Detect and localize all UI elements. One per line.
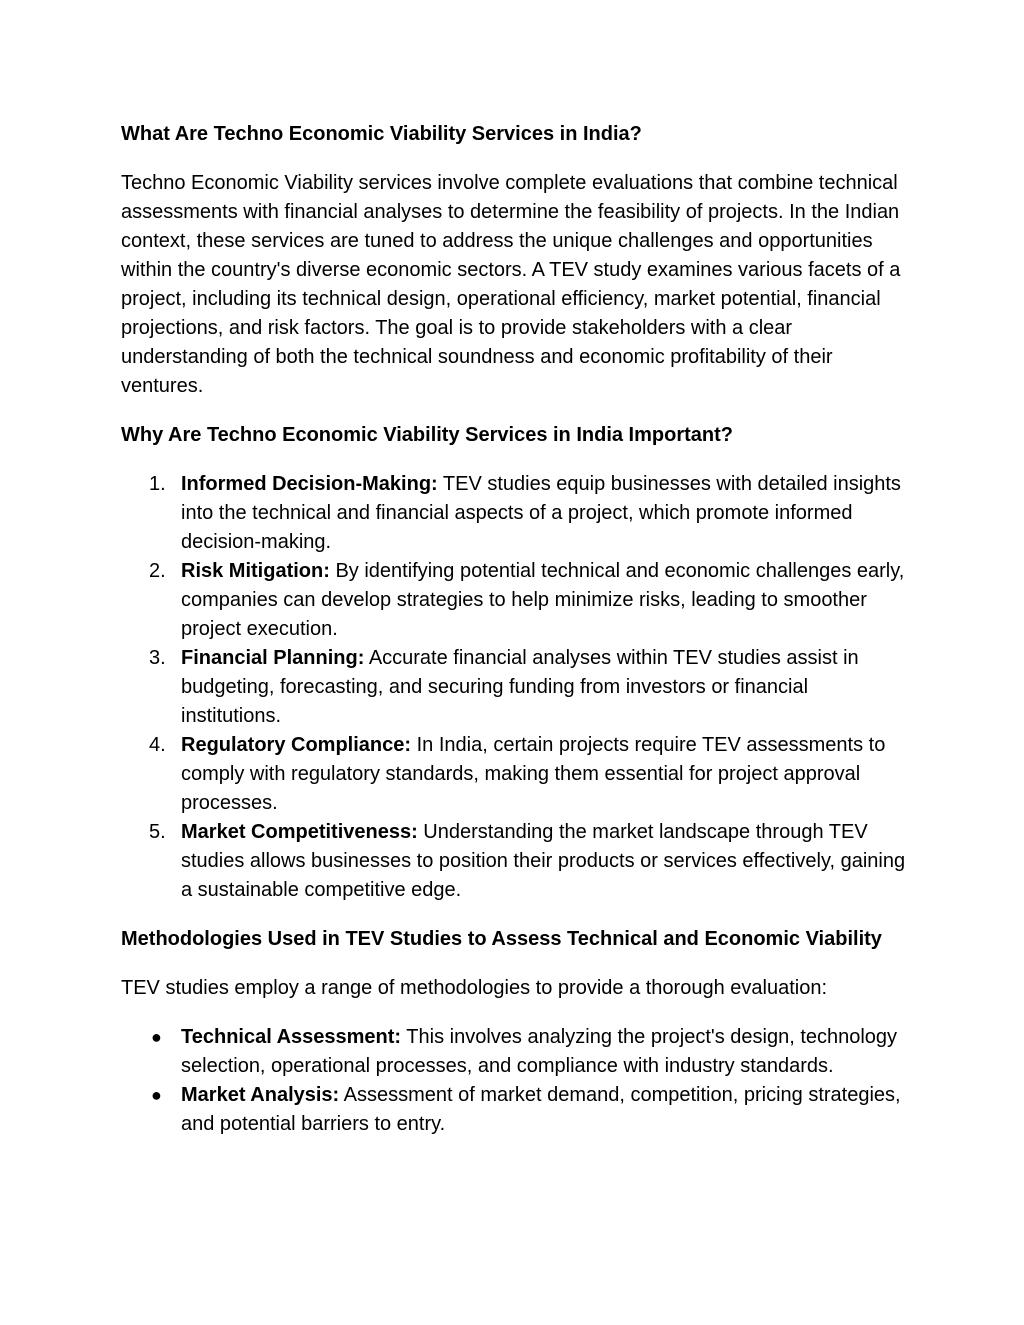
- list-number: 5.: [149, 821, 166, 843]
- list-item: [121, 731, 912, 818]
- methodologies-list: [121, 1023, 912, 1139]
- list-item-text: TEV studies equip businesses with detailed insights into the technical and financial aspects of a project, which promote informed decision-making.: [181, 473, 901, 553]
- section-heading-methodologies: Methodologies Used in TEV Studies to Assess Technical and Economic Viability: [121, 928, 882, 950]
- list-item-term: Market Analysis:: [181, 1084, 340, 1106]
- list-number: 4.: [149, 734, 166, 756]
- list-item: [121, 1023, 912, 1081]
- list-item-text: By identifying potential technical and economic challenges early, companies can develop strategies to help minimize risks, leading to smoother project execution.: [181, 560, 905, 640]
- list-item-term: Technical Assessment:: [181, 1026, 402, 1048]
- list-item: [121, 818, 912, 905]
- list-number: 2.: [149, 560, 166, 582]
- list-item-text: Assessment of market demand, competition, pricing strategies, and potential barriers to entry.: [181, 1084, 901, 1135]
- list-item-term: Risk Mitigation:: [181, 560, 330, 582]
- section-heading-what-are-tev-services: What Are Techno Economic Viability Services in India?: [121, 123, 642, 145]
- section-heading-why-important: Why Are Techno Economic Viability Services in India Important?: [121, 424, 733, 446]
- bullet-icon: ●: [151, 1027, 162, 1047]
- list-item-text: Understanding the market landscape through TEV studies allows businesses to position their products or services effectively, gaining a sustainable competitive edge.: [181, 821, 906, 901]
- list-item-term: Market Competitiveness:: [181, 821, 418, 843]
- bullet-icon: ●: [151, 1085, 162, 1105]
- methodologies-intro-paragraph: TEV studies employ a range of methodologies to provide a thorough evaluation:: [121, 977, 827, 999]
- list-item-term: Regulatory Compliance:: [181, 734, 412, 756]
- list-number: 1.: [149, 473, 166, 495]
- list-item: [121, 470, 912, 557]
- list-item-term: Informed Decision-Making:: [181, 473, 438, 495]
- list-item-text: This involves analyzing the project's design, technology selection, operational processes, and compliance with industry standards.: [181, 1026, 898, 1077]
- list-item: [121, 1081, 912, 1139]
- list-item-term: Financial Planning:: [181, 647, 365, 669]
- importance-list: [121, 470, 912, 905]
- list-item: [121, 557, 912, 644]
- list-item-text: In India, certain projects require TEV assessments to comply with regulatory standards, making them essential for project approval processes.: [181, 734, 886, 814]
- list-item-text: Accurate financial analyses within TEV studies assist in budgeting, forecasting, and securing funding from investors or financial institutions.: [181, 647, 859, 727]
- list-number: 3.: [149, 647, 166, 669]
- intro-paragraph: Techno Economic Viability services involve complete evaluations that combine technical assessments with financial analyses to determine the feasibility of projects. In the Indian context, these services are tuned to address the unique challenges and opportunities within the country's diverse economic sectors. A TEV study examines various facets of a project, including its technical design, operational efficiency, market potential, financial projections, and risk factors. The goal is to provide stakeholders with a clear understanding of both the technical soundness and economic profitability of their ventures.: [121, 172, 901, 397]
- list-item: [121, 644, 912, 731]
